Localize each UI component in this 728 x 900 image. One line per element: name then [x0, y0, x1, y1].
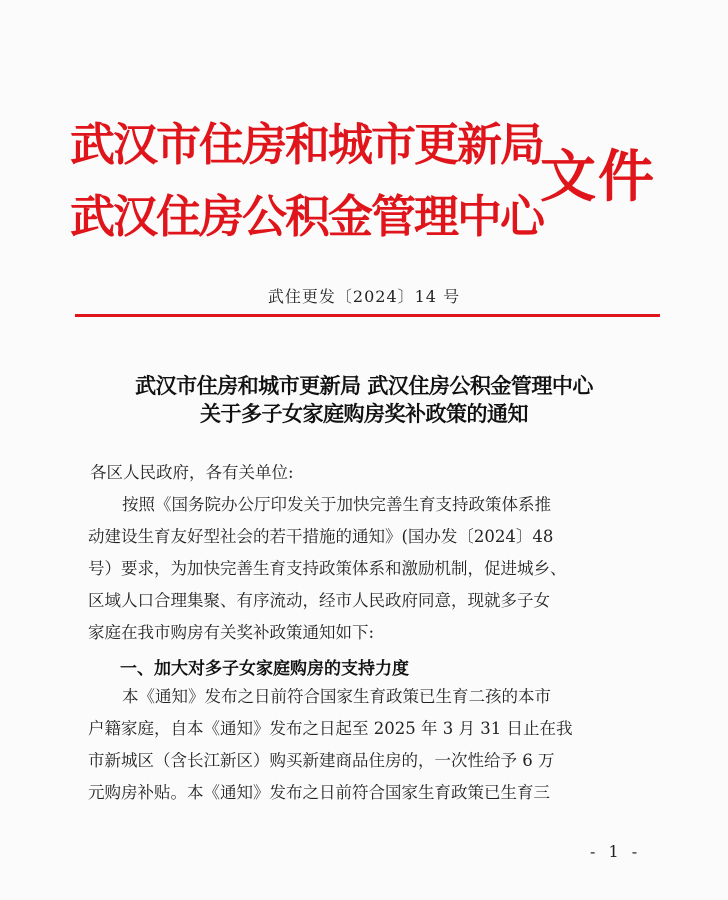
section-1-heading: 一、加大对多子女家庭购房的支持力度	[120, 659, 409, 679]
page-number: - 1 -	[590, 842, 642, 861]
paragraph-2-line-1: 本《通知》发布之日前符合国家生育政策已生育二孩的本市	[122, 687, 551, 706]
document-number: 武住更发〔2024〕14 号	[267, 287, 461, 306]
paragraph-1-line-1: 按照《国务院办公厅印发关于加快完善生育支持政策体系推	[122, 495, 551, 514]
notice-title-line-2: 关于多子女家庭购房奖补政策的通知	[200, 402, 528, 426]
paragraph-2-line-2: 户籍家庭，自本《通知》发布之日起至 2025 年 3 月 31 日止在我	[88, 719, 573, 738]
document-type: 文件	[540, 145, 656, 210]
addressee: 各区人民政府，各有关单位:	[90, 463, 294, 482]
paragraph-1-line-5: 家庭在我市购房有关奖补政策通知如下:	[88, 623, 375, 642]
paragraph-1-line-2: 动建设生育友好型社会的若干措施的通知》(国办发〔2024〕48	[88, 527, 554, 546]
paragraph-1-line-3: 号）要求，为加快完善生育支持政策体系和激励机制，促进城乡、	[88, 559, 567, 578]
paragraph-2-line-3: 市新城区（含长江新区）购买新建商品住房的，一次性给予 6 万	[88, 751, 555, 770]
red-header	[70, 112, 670, 252]
red-divider	[75, 314, 660, 317]
issuer-line-1: 武汉市住房和城市更新局	[70, 118, 544, 171]
issuer-line-2: 武汉住房公积金管理中心	[70, 190, 544, 243]
paragraph-1-line-4: 区域人口合理集聚、有序流动，经市人民政府同意，现就多子女	[88, 591, 550, 610]
notice-title-line-1: 武汉市住房和城市更新局 武汉住房公积金管理中心	[135, 374, 593, 398]
paragraph-2-line-4: 元购房补贴。本《通知》发布之日前符合国家生育政策已生育三	[88, 783, 550, 802]
